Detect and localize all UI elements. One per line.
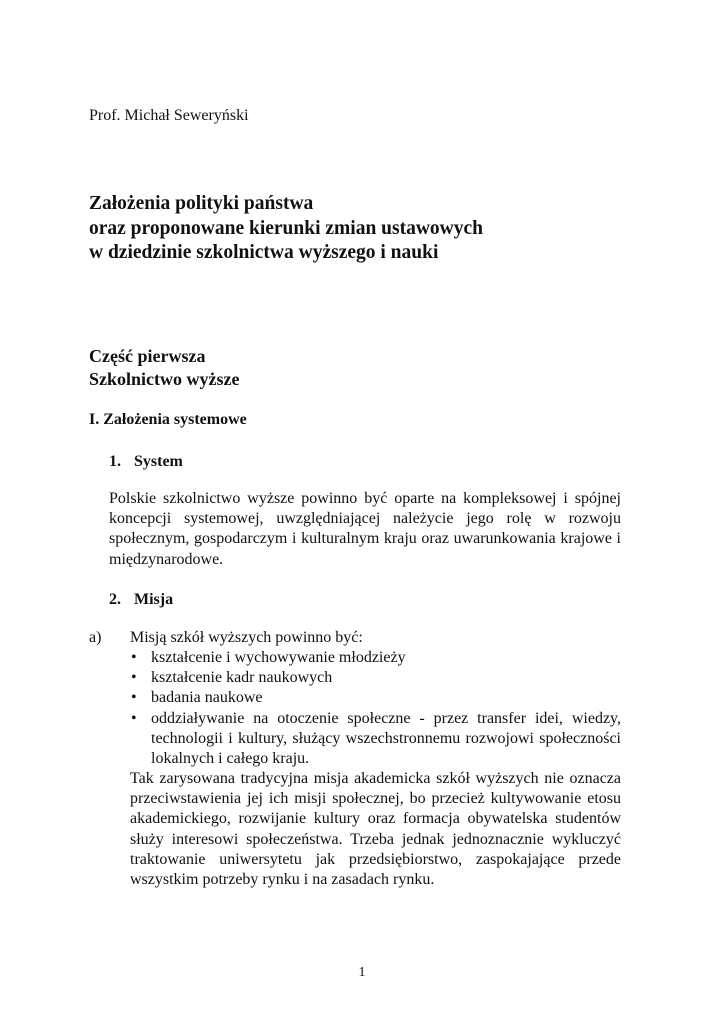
list-item <box>131 648 621 668</box>
author-name: Prof. Michał Seweryński <box>89 107 249 124</box>
subsection-number: 2. <box>109 591 121 608</box>
bullet-icon: • <box>131 709 137 727</box>
bullet-icon: • <box>131 649 137 666</box>
subsection-number: 1. <box>109 453 121 470</box>
list-item <box>131 709 621 770</box>
list-item <box>131 688 621 708</box>
list-item-text: badania naukowe <box>151 689 263 707</box>
list-item-text: oddziaływanie na otoczenie społeczne - przez transfer idei, wiedzy, technologii i kultury, służący wszechstronnemu rozwojowi społeczności lokalnych i całego kraju. <box>151 709 621 768</box>
title-line-2: oraz proponowane kierunki zmian ustawowych <box>89 217 484 239</box>
page-number: 1 <box>358 965 366 980</box>
subsection-title: System <box>134 453 183 470</box>
list-item <box>131 668 621 688</box>
list-item-text: Misją szkół wyższych powinno być: <box>130 629 363 646</box>
mission-paragraph: Tak zarysowana tradycyjna misja akademicka szkół wyższych nie oznacza przeciwstawienia jej ich misji społecznej, bo przecież kultywowanie etosu akademickiego, rozwijanie kultury oraz formacja obywatelska studentów służy interesowi społeczeństwa. Trzeba jednak jednoznacznie wykluczyć traktowanie uniwersytetu jak przedsiębiorstwo, zaspokajające przede wszystkim potrzeby rynku i na zasadach rynku. <box>130 770 621 889</box>
bullet-icon: • <box>131 689 137 707</box>
part-heading-line-1: Część pierwsza <box>89 346 206 366</box>
list-item-a <box>89 628 363 648</box>
title-line-1: Założenia polityki państwa <box>89 193 314 214</box>
list-item-text: kształcenie kadr naukowych <box>151 669 333 687</box>
title-line-3: w dziedzinie szkolnictwa wyższego i nauki <box>89 242 439 263</box>
part-heading-line-2: Szkolnictwo wyższe <box>89 369 240 389</box>
section-heading: I. Założenia systemowe <box>89 411 247 428</box>
subsection-heading-system <box>109 452 183 472</box>
mission-bullet-list <box>131 648 621 769</box>
system-paragraph: Polskie szkolnictwo wyższe powinno być oparte na kompleksowej i spójnej koncepcji systemowej, uwzględniającej należycie jego rolę w rozwoju społecznym, gospodarczym i kulturalnym kraju oraz uwarunkowania krajowe i międzynarodowe. <box>109 490 621 568</box>
part-heading <box>89 345 239 391</box>
list-item-text: kształcenie i wychowywanie młodzieży <box>151 649 406 666</box>
document-title <box>89 192 483 266</box>
list-item-label: a) <box>89 629 102 646</box>
bullet-icon: • <box>131 669 137 687</box>
subsection-title: Misja <box>134 591 174 608</box>
subsection-heading-misja <box>109 590 173 610</box>
